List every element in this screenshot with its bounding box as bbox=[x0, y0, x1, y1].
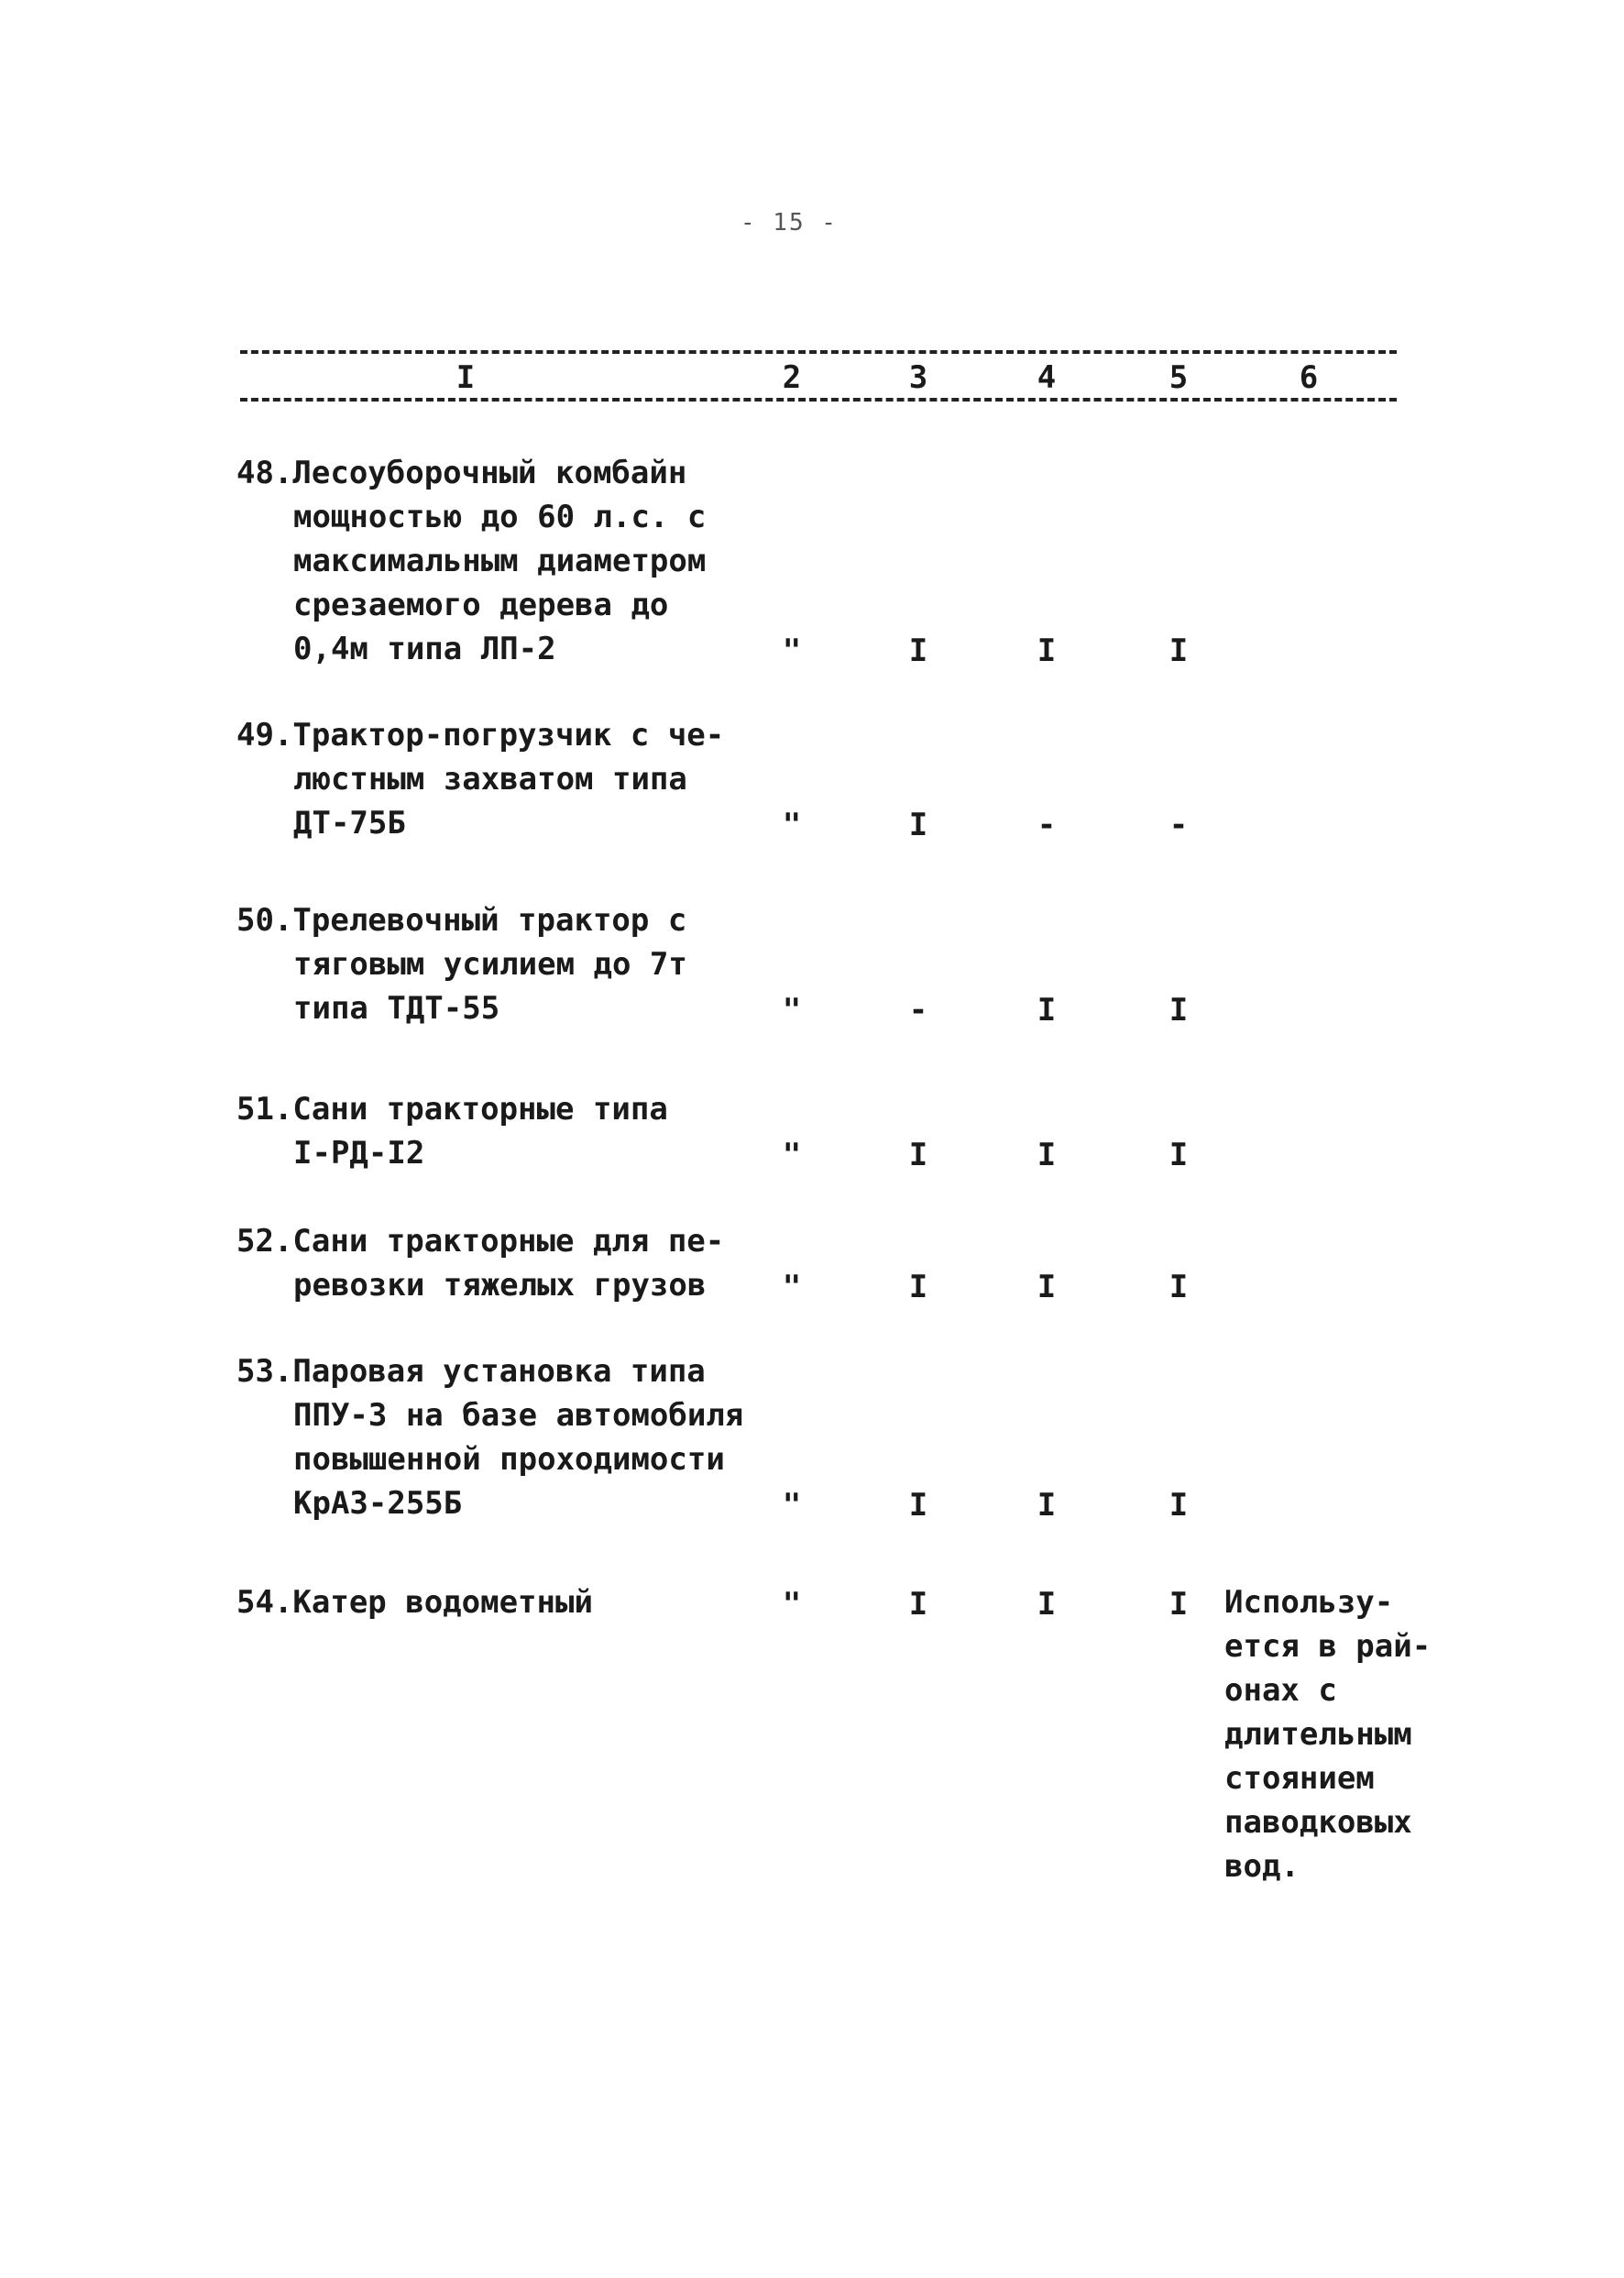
cell-col-2: " bbox=[782, 992, 802, 1029]
item-number: 51. bbox=[236, 1091, 293, 1128]
column-header-3: 3 bbox=[908, 359, 928, 396]
cell-col-2: " bbox=[782, 1137, 802, 1173]
remark-note bbox=[1224, 1580, 1431, 1888]
item-number: 50. bbox=[236, 902, 293, 939]
cell-col-4: I bbox=[1037, 992, 1057, 1029]
cell-col-5: I bbox=[1169, 1137, 1189, 1173]
item-description-line: I-РД-I2 bbox=[293, 1135, 425, 1172]
item-description-line: КрАЗ-255Б bbox=[293, 1485, 463, 1522]
item-number: 48. bbox=[236, 455, 293, 491]
cell-col-5: I bbox=[1169, 1487, 1189, 1524]
cell-col-2: " bbox=[782, 633, 802, 669]
item-title-line: 51.Сани тракторные типа bbox=[236, 1091, 668, 1128]
cell-col-3: I bbox=[908, 1586, 928, 1623]
item-description bbox=[236, 898, 687, 1030]
item-description bbox=[236, 1580, 593, 1624]
cell-col-4: I bbox=[1037, 1137, 1057, 1173]
cell-col-4: I bbox=[1037, 633, 1057, 669]
cell-col-4: I bbox=[1037, 1487, 1057, 1524]
item-description-line: люстным захватом типа bbox=[293, 761, 687, 798]
remark-line: вод. bbox=[1224, 1848, 1300, 1885]
cell-col-5: I bbox=[1169, 992, 1189, 1029]
item-number: 49. bbox=[236, 717, 293, 754]
item-number: 54. bbox=[236, 1584, 293, 1621]
cell-col-2: " bbox=[782, 1586, 802, 1623]
item-description bbox=[236, 1219, 724, 1307]
column-header-5: 5 bbox=[1169, 359, 1189, 396]
cell-col-3: - bbox=[908, 992, 928, 1029]
item-description-line: ППУ-3 на базе автомобиля bbox=[293, 1397, 744, 1434]
cell-col-5: I bbox=[1169, 1586, 1189, 1623]
column-header-6: 6 bbox=[1299, 359, 1319, 396]
item-title-line: 53.Паровая установка типа bbox=[236, 1353, 706, 1390]
item-description bbox=[236, 1349, 743, 1525]
item-description-line: повышенной проходимости bbox=[293, 1441, 725, 1478]
cell-col-2: " bbox=[782, 1487, 802, 1524]
item-number: 52. bbox=[236, 1223, 293, 1260]
cell-col-3: I bbox=[908, 1269, 928, 1305]
cell-col-2: " bbox=[782, 1269, 802, 1305]
item-description bbox=[236, 451, 706, 671]
item-title-line: 49.Трактор-погрузчик с че- bbox=[236, 717, 725, 754]
item-title-line: 50.Трелевочный трактор с bbox=[236, 902, 687, 939]
column-header-1: I bbox=[455, 359, 476, 396]
item-description-line: 0,4м типа ЛП-2 bbox=[293, 631, 556, 667]
item-description bbox=[236, 1087, 668, 1175]
remark-line: Использу- bbox=[1224, 1584, 1394, 1621]
remark-line: стоянием bbox=[1224, 1760, 1375, 1797]
item-description-line: срезаемого дерева до bbox=[293, 587, 669, 623]
cell-col-3: I bbox=[908, 807, 928, 843]
cell-col-4: - bbox=[1037, 807, 1057, 843]
header-rule-bottom bbox=[240, 398, 1397, 402]
cell-col-5: I bbox=[1169, 1269, 1189, 1305]
cell-col-4: I bbox=[1037, 1269, 1057, 1305]
item-description-line: мощностью до 60 л.с. с bbox=[293, 499, 707, 535]
cell-col-5: I bbox=[1169, 633, 1189, 669]
cell-col-5: - bbox=[1169, 807, 1189, 843]
column-header-4: 4 bbox=[1037, 359, 1057, 396]
cell-col-4: I bbox=[1037, 1586, 1057, 1623]
header-rule-top bbox=[240, 350, 1397, 354]
item-description-line: ревозки тяжелых грузов bbox=[293, 1267, 707, 1304]
item-description-line: типа ТДТ-55 bbox=[293, 990, 500, 1027]
remark-line: паводковых bbox=[1224, 1804, 1412, 1841]
item-description-line: тяговым усилием до 7т bbox=[293, 946, 687, 983]
column-header-2: 2 bbox=[782, 359, 802, 396]
item-title-line: 48.Лесоуборочный комбайн bbox=[236, 455, 687, 491]
item-description-line: ДТ-75Б bbox=[293, 805, 406, 842]
cell-col-3: I bbox=[908, 1487, 928, 1524]
remark-line: онах с bbox=[1224, 1672, 1337, 1709]
cell-col-3: I bbox=[908, 1137, 928, 1173]
remark-line: ется в рай- bbox=[1224, 1628, 1432, 1665]
item-number: 53. bbox=[236, 1353, 293, 1390]
cell-col-3: I bbox=[908, 633, 928, 669]
item-title-line: 52.Сани тракторные для пе- bbox=[236, 1223, 725, 1260]
cell-col-2: " bbox=[782, 807, 802, 843]
item-title-line: 54.Катер водометный bbox=[236, 1584, 593, 1621]
remark-line: длительным bbox=[1224, 1716, 1412, 1753]
page-number: - 15 - bbox=[741, 209, 838, 237]
item-description bbox=[236, 713, 724, 845]
item-description-line: максимальным диаметром bbox=[293, 543, 707, 579]
